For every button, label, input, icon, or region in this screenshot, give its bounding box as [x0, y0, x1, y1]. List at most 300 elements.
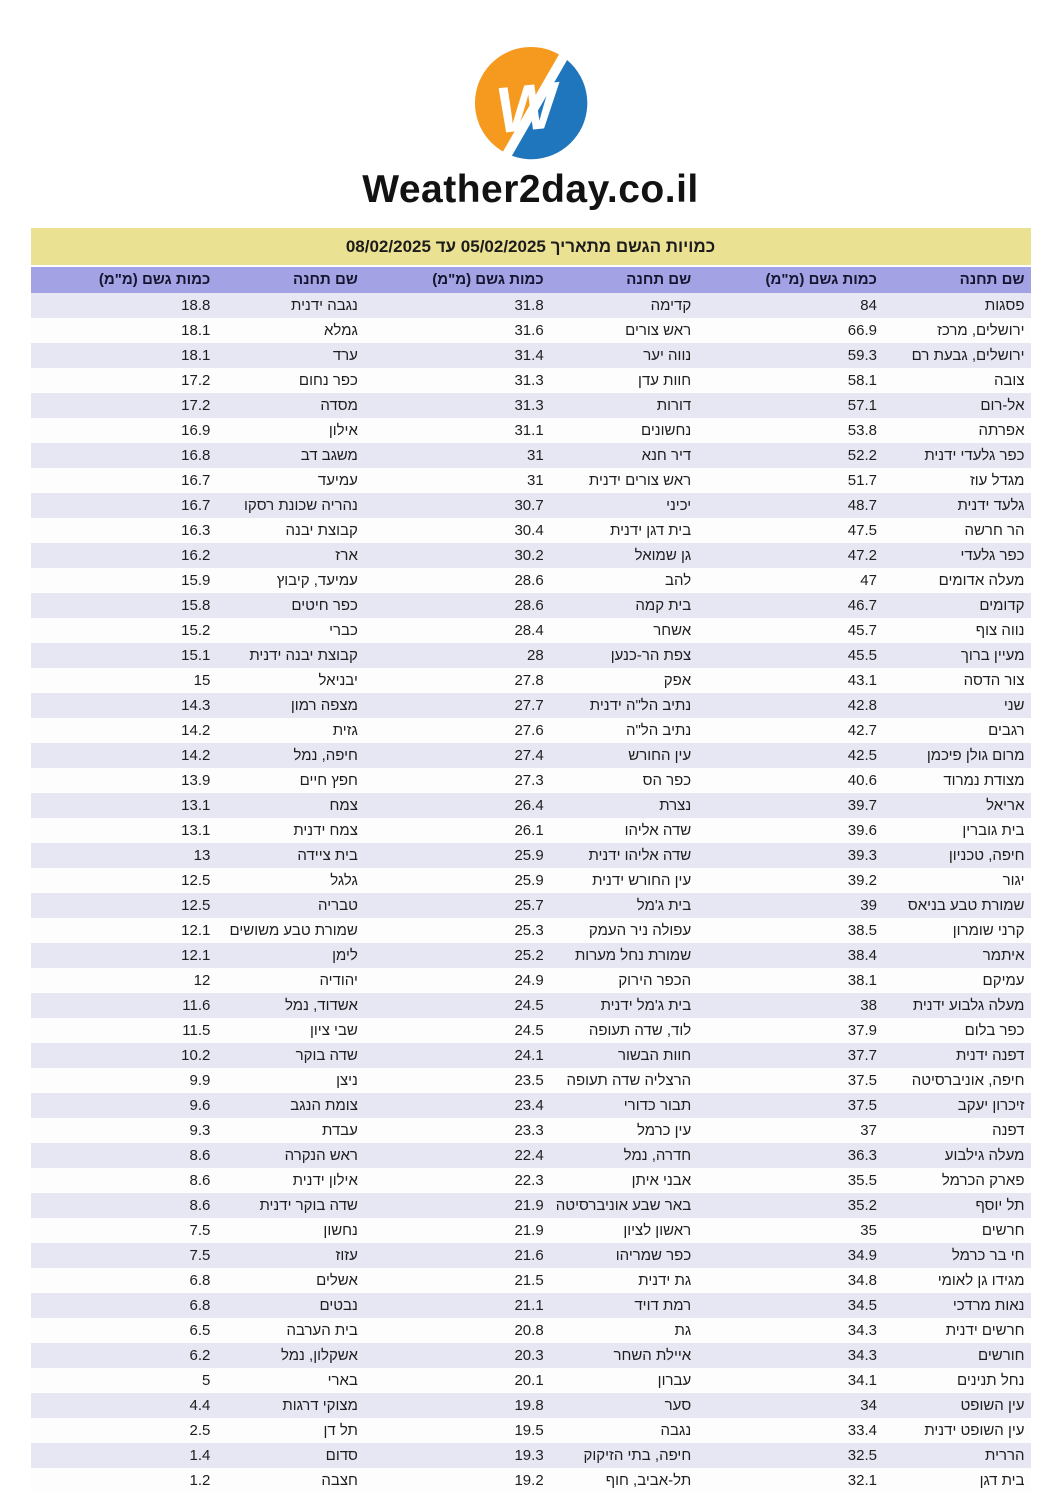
station-name-cell: חוות עדן — [638, 372, 692, 389]
rain-amount-cell: 24.9 — [514, 972, 544, 989]
rain-amount-cell: 19.3 — [514, 1447, 544, 1464]
rain-amount-cell: 39.6 — [847, 822, 877, 839]
rain-amount-cell: 58.1 — [847, 372, 877, 389]
station-name-cell: מצודת נמרוד — [943, 772, 1025, 789]
rain-amount-cell: 8.6 — [189, 1147, 211, 1164]
rain-amount-cell: 38.5 — [847, 922, 877, 939]
table-row — [31, 1093, 1031, 1118]
table-row — [31, 368, 1031, 393]
station-name-cell: בית קמה — [635, 597, 692, 614]
rain-amount-cell: 35.2 — [847, 1197, 877, 1214]
station-name-cell: צמח ידנית — [293, 822, 358, 839]
column-header-rain-amount: כמות גשם (מ"מ) — [364, 267, 550, 293]
rain-amount-cell: 15 — [193, 672, 211, 689]
station-name-cell: גלעד ידנית — [957, 497, 1025, 514]
rain-amount-cell: 28.6 — [514, 597, 544, 614]
station-name-cell: ארז — [335, 547, 358, 564]
rain-amount-cell: 12.1 — [181, 947, 211, 964]
rain-amount-cell: 35 — [860, 1222, 877, 1239]
rain-amount-cell: 34.3 — [847, 1347, 877, 1364]
rain-amount-cell: 19.5 — [514, 1422, 544, 1439]
station-name-cell: עמיעד, קיבוץ — [276, 572, 358, 589]
rain-amount-cell: 9.6 — [189, 1097, 211, 1114]
rain-amount-cell: 34.5 — [847, 1297, 877, 1314]
table-row — [31, 1218, 1031, 1243]
station-name-cell: גת ידנית — [638, 1272, 692, 1289]
station-name-cell: ראש צורים ידנית — [588, 472, 692, 489]
station-name-cell: אפק — [663, 672, 692, 689]
rain-amount-cell: 35.5 — [847, 1172, 877, 1189]
station-name-cell: משגב דב — [300, 447, 358, 464]
station-name-cell: לימן — [332, 947, 358, 964]
table-row — [31, 518, 1031, 543]
station-name-cell: בארי — [327, 1372, 358, 1389]
station-name-cell: להב — [665, 572, 692, 589]
station-name-cell: אילון ידנית — [292, 1172, 358, 1189]
station-name-cell: דפנה — [992, 1122, 1025, 1139]
station-name-cell: תל דן — [323, 1422, 358, 1439]
column-header-station-name: שם תחנה — [550, 267, 698, 293]
station-name-cell: פארק הכרמל — [941, 1172, 1025, 1189]
station-name-cell: נגבה ידנית — [291, 297, 358, 314]
table-row — [31, 743, 1031, 768]
station-name-cell: הר חרשה — [964, 522, 1025, 539]
table-row — [31, 643, 1031, 668]
rain-amount-cell: 28 — [526, 647, 544, 664]
logo-letter: W — [491, 68, 561, 148]
station-name-cell: אשלים — [316, 1272, 358, 1289]
rain-amount-cell: 25.9 — [514, 872, 544, 889]
rain-amount-cell: 20.3 — [514, 1347, 544, 1364]
station-name-cell: תל יוסף — [975, 1197, 1025, 1214]
station-name-cell: יהודיה — [319, 972, 358, 989]
rain-amount-cell: 25.7 — [514, 897, 544, 914]
table-row — [31, 1268, 1031, 1293]
rain-amount-cell: 16.7 — [181, 472, 211, 489]
rain-amount-cell: 20.8 — [514, 1322, 544, 1339]
rain-amount-cell: 27.7 — [514, 697, 544, 714]
rain-amount-cell: 53.8 — [847, 422, 877, 439]
station-name-cell: חיפה, בתי הזיקוק — [583, 1447, 692, 1464]
station-name-cell: אשקלון, נמל — [280, 1347, 358, 1364]
rain-amount-cell: 24.1 — [514, 1047, 544, 1064]
station-name-cell: מרום גולן פיכמן — [926, 747, 1025, 764]
station-name-cell: אריאל — [986, 797, 1025, 814]
table-row — [31, 1043, 1031, 1068]
rain-amount-cell: 45.5 — [847, 647, 877, 664]
station-name-cell: קבוצת יבנה ידנית — [249, 647, 358, 664]
station-name-cell: כפר בלום — [964, 1022, 1025, 1039]
station-name-cell: זיכרון יעקב — [957, 1097, 1025, 1114]
rain-amount-cell: 13.1 — [181, 797, 211, 814]
station-name-cell: לוד, שדה תעופה — [588, 1022, 692, 1039]
station-name-cell: תל-אביב, חוף — [605, 1472, 692, 1489]
rain-amount-cell: 42.7 — [847, 722, 877, 739]
station-name-cell: מצוקי דרגות — [282, 1397, 358, 1414]
rain-amount-cell: 39.3 — [847, 847, 877, 864]
station-name-cell: צומת הנגב — [290, 1097, 358, 1114]
station-name-cell: ראש הנקרה — [284, 1147, 358, 1164]
table-row — [31, 993, 1031, 1018]
station-name-cell: עברון — [657, 1372, 692, 1389]
station-name-cell: מעלה אדומים — [938, 572, 1025, 589]
station-name-cell: רמת דויד — [634, 1297, 692, 1314]
station-name-cell: קדימה — [650, 297, 692, 314]
station-name-cell: שדה אליהו ידנית — [588, 847, 692, 864]
rain-amount-cell: 37 — [860, 1122, 877, 1139]
station-name-cell: אל-רום — [980, 397, 1025, 414]
station-name-cell: בית ג'מל — [636, 897, 692, 914]
station-name-cell: חורשים — [977, 1347, 1025, 1364]
table-row — [31, 1418, 1031, 1443]
station-name-cell: שמורת טבע בניאס — [907, 897, 1025, 914]
station-name-cell: גלגל — [330, 872, 358, 889]
station-name-cell: בית ציידה — [297, 847, 358, 864]
rain-amount-cell: 18.8 — [181, 297, 211, 314]
table-row — [31, 293, 1031, 318]
rainfall-table — [31, 267, 1031, 1493]
station-name-cell: נתיב הל"ה — [625, 722, 692, 739]
station-name-cell: קבוצת יבנה — [285, 522, 358, 539]
table-row — [31, 1018, 1031, 1043]
rain-amount-cell: 20.1 — [514, 1372, 544, 1389]
table-row — [31, 693, 1031, 718]
rain-amount-cell: 33.4 — [847, 1422, 877, 1439]
station-name-cell: כפר נחום — [298, 372, 358, 389]
station-name-cell: כפר גלעדי ידנית — [924, 447, 1025, 464]
report-content — [31, 228, 1031, 1493]
table-row — [31, 1243, 1031, 1268]
rain-amount-cell: 8.6 — [189, 1172, 211, 1189]
station-name-cell: עין השופט ידנית — [924, 1422, 1025, 1439]
table-row — [31, 443, 1031, 468]
station-name-cell: גזית — [332, 722, 358, 739]
rain-amount-cell: 9.3 — [189, 1122, 211, 1139]
rain-amount-cell: 38.1 — [847, 972, 877, 989]
table-row — [31, 1193, 1031, 1218]
station-name-cell: חי בר כרמל — [951, 1247, 1025, 1264]
station-name-cell: עזוז — [335, 1247, 358, 1264]
table-row — [31, 1143, 1031, 1168]
station-name-cell: כפר חיטים — [291, 597, 358, 614]
rain-amount-cell: 5 — [202, 1372, 211, 1389]
rain-amount-cell: 6.5 — [189, 1322, 211, 1339]
table-row — [31, 818, 1031, 843]
station-name-cell: עבדת — [321, 1122, 358, 1139]
rain-amount-cell: 21.9 — [514, 1197, 544, 1214]
station-name-cell: חרשים ידנית — [945, 1322, 1025, 1339]
rain-amount-cell: 31.4 — [514, 347, 544, 364]
table-row — [31, 468, 1031, 493]
station-name-cell: נווה יער — [643, 347, 692, 364]
rain-amount-cell: 16.7 — [181, 497, 211, 514]
station-name-cell: נחשונים — [641, 422, 692, 439]
rain-amount-cell: 32.5 — [847, 1447, 877, 1464]
station-name-cell: קדומים — [979, 597, 1025, 614]
table-row — [31, 1443, 1031, 1468]
rain-amount-cell: 28.4 — [514, 622, 544, 639]
rain-amount-cell: 30.7 — [514, 497, 544, 514]
rain-amount-cell: 12.1 — [181, 922, 211, 939]
rain-amount-cell: 16.3 — [181, 522, 211, 539]
station-name-cell: סדום — [325, 1447, 358, 1464]
rain-amount-cell: 16.8 — [181, 447, 211, 464]
station-name-cell: חיפה, אוניברסיטה — [911, 1072, 1025, 1089]
station-name-cell: יכיני — [666, 497, 692, 514]
station-name-cell: נתיב הל"ה ידנית — [589, 697, 692, 714]
station-name-cell: דיר חנא — [641, 447, 692, 464]
rain-amount-cell: 28.6 — [514, 572, 544, 589]
rain-amount-cell: 24.5 — [514, 997, 544, 1014]
station-name-cell: נחשון — [323, 1222, 358, 1239]
rain-amount-cell: 19.8 — [514, 1397, 544, 1414]
rain-amount-cell: 14.2 — [181, 722, 211, 739]
station-name-cell: צובה — [993, 372, 1025, 389]
rain-amount-cell: 47.2 — [847, 547, 877, 564]
rain-amount-cell: 26.4 — [514, 797, 544, 814]
station-name-cell: עין החורש ידנית — [592, 872, 692, 889]
rain-amount-cell: 27.8 — [514, 672, 544, 689]
rain-amount-cell: 12 — [193, 972, 211, 989]
station-name-cell: סער — [664, 1397, 692, 1414]
table-header-row — [31, 267, 1031, 293]
rain-amount-cell: 31.3 — [514, 372, 544, 389]
rain-amount-cell: 15.1 — [181, 647, 211, 664]
table-head — [31, 267, 1031, 293]
rain-amount-cell: 37.5 — [847, 1072, 877, 1089]
rain-amount-cell: 12.5 — [181, 897, 211, 914]
station-name-cell: הררית — [985, 1447, 1025, 1464]
table-body — [31, 293, 1031, 1493]
station-name-cell: אשחר — [653, 622, 692, 639]
site-title: Weather2day.co.il — [362, 168, 699, 211]
table-row — [31, 668, 1031, 693]
table-row — [31, 1118, 1031, 1143]
rain-amount-cell: 7.5 — [189, 1222, 211, 1239]
rain-amount-cell: 45.7 — [847, 622, 877, 639]
station-name-cell: צפת הר-כנען — [610, 647, 692, 664]
rain-amount-cell: 57.1 — [847, 397, 877, 414]
rain-amount-cell: 25.3 — [514, 922, 544, 939]
station-name-cell: אבני איתן — [631, 1172, 692, 1189]
table-row — [31, 793, 1031, 818]
rain-amount-cell: 38.4 — [847, 947, 877, 964]
rain-amount-cell: 38 — [860, 997, 877, 1014]
station-name-cell: נצרת — [659, 797, 692, 814]
station-name-cell: חפץ חיים — [299, 772, 358, 789]
station-name-cell: עין החורש — [628, 747, 692, 764]
rain-amount-cell: 42.5 — [847, 747, 877, 764]
rain-amount-cell: 39.2 — [847, 872, 877, 889]
table-row — [31, 318, 1031, 343]
station-name-cell: יגור — [1002, 872, 1025, 889]
station-name-cell: חיפה, טכניון — [948, 847, 1025, 864]
station-name-cell: חצבה — [321, 1472, 358, 1489]
weather2day-logo-icon — [472, 44, 590, 162]
rain-amount-cell: 21.6 — [514, 1247, 544, 1264]
station-name-cell: חדרה, נמל — [623, 1147, 692, 1164]
station-name-cell: אפרתה — [978, 422, 1025, 439]
station-name-cell: נהריה שכונת רסקו — [244, 497, 358, 514]
station-name-cell: מגידו גן לאומי — [937, 1272, 1025, 1289]
table-row — [31, 618, 1031, 643]
station-name-cell: חרשים — [981, 1222, 1025, 1239]
rain-amount-cell: 31 — [526, 472, 544, 489]
table-row — [31, 868, 1031, 893]
rain-amount-cell: 21.5 — [514, 1272, 544, 1289]
table-row — [31, 843, 1031, 868]
station-name-cell: דורות — [656, 397, 692, 414]
rain-amount-cell: 37.9 — [847, 1022, 877, 1039]
station-name-cell: ראש צורים — [625, 322, 692, 339]
rain-amount-cell: 1.2 — [189, 1472, 211, 1489]
date-range-banner: כמויות הגשם מתאריך 05/02/2025 עד 08/02/2025 — [31, 228, 1031, 265]
rain-amount-cell: 34 — [860, 1397, 877, 1414]
rain-amount-cell: 7.5 — [189, 1247, 211, 1264]
rain-amount-cell: 47.5 — [847, 522, 877, 539]
station-name-cell: עמיקם — [982, 972, 1025, 989]
station-name-cell: נאות מרדכי — [952, 1297, 1025, 1314]
station-name-cell: שני — [1003, 697, 1025, 714]
station-name-cell: מגדל עוז — [969, 472, 1025, 489]
table-row — [31, 543, 1031, 568]
table-row — [31, 1068, 1031, 1093]
station-name-cell: שמורת טבע משושים — [229, 922, 358, 939]
station-name-cell: עין כרמל — [636, 1122, 692, 1139]
rain-amount-cell: 34.3 — [847, 1322, 877, 1339]
rain-amount-cell: 36.3 — [847, 1147, 877, 1164]
rain-amount-cell: 27.6 — [514, 722, 544, 739]
rain-amount-cell: 32.1 — [847, 1472, 877, 1489]
rain-amount-cell: 9.9 — [189, 1072, 211, 1089]
station-name-cell: פסגות — [984, 297, 1025, 314]
table-row — [31, 593, 1031, 618]
station-name-cell: שבי ציון — [310, 1022, 358, 1039]
rain-amount-cell: 31.8 — [514, 297, 544, 314]
station-name-cell: צמח — [329, 797, 358, 814]
station-name-cell: ראשון לציון — [623, 1222, 692, 1239]
station-name-cell: בית הערבה — [286, 1322, 358, 1339]
station-name-cell: כפר הס — [642, 772, 692, 789]
rain-amount-cell: 30.2 — [514, 547, 544, 564]
station-name-cell: באר שבע אוניברסיטה — [555, 1197, 692, 1214]
rain-amount-cell: 13.9 — [181, 772, 211, 789]
rain-amount-cell: 6.2 — [189, 1347, 211, 1364]
rain-amount-cell: 23.5 — [514, 1072, 544, 1089]
station-name-cell: כברי — [329, 622, 358, 639]
rain-amount-cell: 37.7 — [847, 1047, 877, 1064]
table-row — [31, 943, 1031, 968]
rain-amount-cell: 23.4 — [514, 1097, 544, 1114]
table-row — [31, 768, 1031, 793]
rain-amount-cell: 48.7 — [847, 497, 877, 514]
rain-amount-cell: 31.6 — [514, 322, 544, 339]
station-name-cell: עין השופט — [960, 1397, 1025, 1414]
station-name-cell: אילון — [328, 422, 358, 439]
rain-amount-cell: 17.2 — [181, 397, 211, 414]
rain-amount-cell: 59.3 — [847, 347, 877, 364]
station-name-cell: עמיעד — [317, 472, 358, 489]
rain-amount-cell: 12.5 — [181, 872, 211, 889]
station-name-cell: בית דגן ידנית — [610, 522, 692, 539]
rain-amount-cell: 25.2 — [514, 947, 544, 964]
rain-amount-cell: 19.2 — [514, 1472, 544, 1489]
station-name-cell: איתמר — [982, 947, 1025, 964]
column-header-station-name: שם תחנה — [216, 267, 364, 293]
rain-amount-cell: 84 — [860, 297, 877, 314]
table-row — [31, 893, 1031, 918]
rain-amount-cell: 43.1 — [847, 672, 877, 689]
rain-amount-cell: 14.2 — [181, 747, 211, 764]
rain-amount-cell: 17.2 — [181, 372, 211, 389]
station-name-cell: בית דגן — [979, 1472, 1025, 1489]
rain-amount-cell: 11.5 — [182, 1022, 211, 1039]
table-row — [31, 1393, 1031, 1418]
rain-amount-cell: 39 — [860, 897, 877, 914]
rain-amount-cell: 16.9 — [181, 422, 211, 439]
rain-amount-cell: 37.5 — [847, 1097, 877, 1114]
station-name-cell: עפולה ניר העמק — [588, 922, 692, 939]
station-name-cell: חיפה, נמל — [293, 747, 358, 764]
table-row — [31, 1343, 1031, 1368]
rain-amount-cell: 16.2 — [181, 547, 211, 564]
table-row — [31, 1293, 1031, 1318]
logo-container — [0, 0, 1061, 162]
station-name-cell: מצפה רמון — [290, 697, 358, 714]
rain-amount-cell: 8.6 — [189, 1197, 211, 1214]
rain-amount-cell: 15.2 — [181, 622, 211, 639]
station-name-cell: מעלה גלבוע ידנית — [912, 997, 1025, 1014]
rain-amount-cell: 11.6 — [182, 997, 211, 1014]
rain-amount-cell: 15.8 — [181, 597, 211, 614]
rain-amount-cell: 39.7 — [847, 797, 877, 814]
rain-amount-cell: 13.1 — [181, 822, 211, 839]
rain-amount-cell: 6.8 — [189, 1297, 211, 1314]
rain-amount-cell: 14.3 — [181, 697, 211, 714]
rain-amount-cell: 2.5 — [189, 1422, 211, 1439]
station-name-cell: יבניאל — [318, 672, 358, 689]
station-name-cell: שמורת נחל מערות — [574, 947, 692, 964]
rain-amount-cell: 47 — [860, 572, 877, 589]
rain-amount-cell: 30.4 — [514, 522, 544, 539]
rain-amount-cell: 24.5 — [514, 1022, 544, 1039]
rain-amount-cell: 52.2 — [847, 447, 877, 464]
table-row — [31, 718, 1031, 743]
table-row — [31, 918, 1031, 943]
table-row — [31, 393, 1031, 418]
rain-amount-cell: 26.1 — [514, 822, 544, 839]
table-row — [31, 968, 1031, 993]
rain-amount-cell: 21.9 — [514, 1222, 544, 1239]
station-name-cell: ירושלים, גבעת רם — [911, 347, 1025, 364]
rain-amount-cell: 13 — [193, 847, 211, 864]
rain-amount-cell: 22.3 — [514, 1172, 544, 1189]
station-name-cell: בית ג'מל ידנית — [600, 997, 692, 1014]
station-name-cell: צור הדסה — [963, 672, 1025, 689]
rain-amount-cell: 42.8 — [847, 697, 877, 714]
station-name-cell: שדה בוקר — [295, 1047, 358, 1064]
rain-amount-cell: 15.9 — [181, 572, 211, 589]
station-name-cell: הרצליה שדה תעופה — [566, 1072, 692, 1089]
station-name-cell: מסדה — [320, 397, 358, 414]
table-row — [31, 493, 1031, 518]
rain-amount-cell: 27.4 — [514, 747, 544, 764]
rain-amount-cell: 31.3 — [514, 397, 544, 414]
station-name-cell: נבטים — [319, 1297, 358, 1314]
rain-amount-cell: 34.9 — [847, 1247, 877, 1264]
station-name-cell: אשדוד, נמל — [285, 997, 358, 1014]
rain-amount-cell: 10.2 — [181, 1047, 211, 1064]
